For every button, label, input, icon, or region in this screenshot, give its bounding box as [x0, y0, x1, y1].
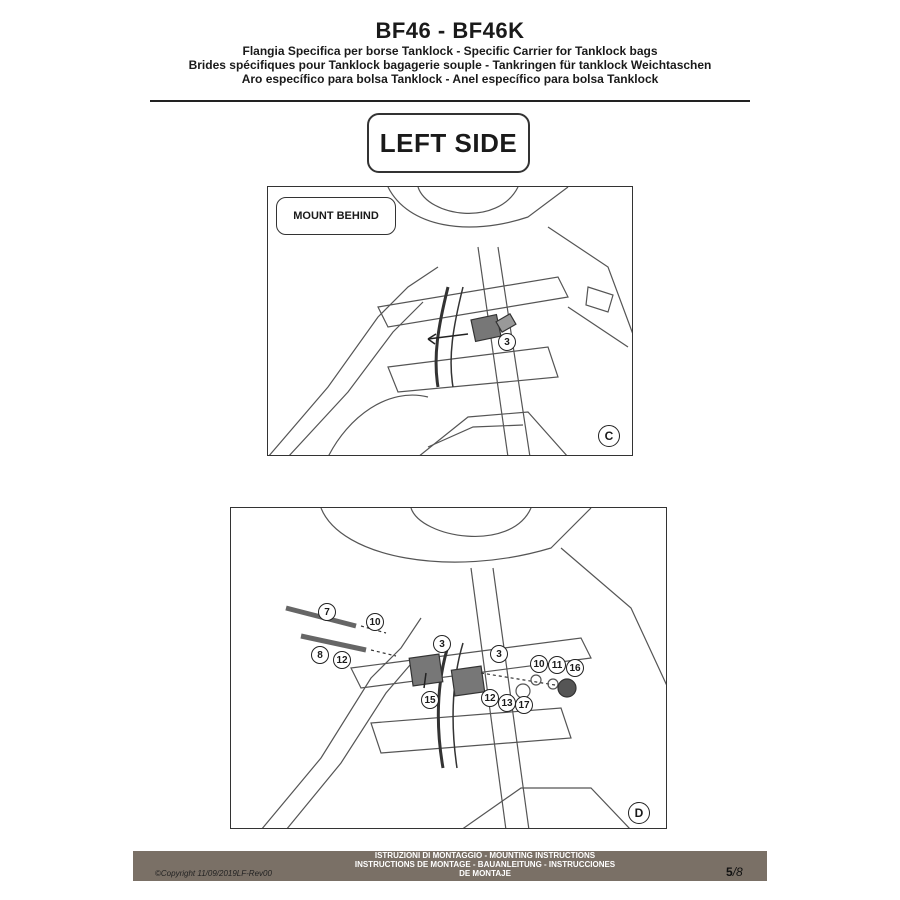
- panel-d-illustration: [230, 507, 667, 829]
- footer-line-2: INSTRUCTIONS DE MONTAGE - BAUANLEITUNG - INSTRUCCIONES: [354, 860, 616, 869]
- part-callout-11: 11: [548, 656, 566, 674]
- product-title: BF46 - BF46K: [375, 18, 525, 43]
- part-callout-16: 16: [566, 659, 584, 677]
- mount-behind-label: MOUNT BEHIND: [276, 197, 396, 235]
- page-number: [726, 865, 743, 879]
- page-current: 5: [726, 865, 733, 879]
- part-callout-12: 12: [333, 651, 351, 669]
- part-callout-10: 10: [366, 613, 384, 631]
- document-header: [0, 18, 900, 86]
- part-callout-7: 7: [318, 603, 336, 621]
- header-line-1: Flangia Specifica per borse Tanklock - Specific Carrier for Tanklock bags: [242, 44, 658, 58]
- header-line-3: Aro específico para bolsa Tanklock - Anel específico para bolsa Tanklock: [241, 72, 659, 86]
- part-callout-3: 3: [433, 635, 451, 653]
- footer-title: [300, 851, 670, 878]
- part-callout-8: 8: [311, 646, 329, 664]
- header-divider: [150, 100, 750, 102]
- panel-letter-c: C: [598, 425, 620, 447]
- panel-c-illustration: [267, 186, 633, 456]
- part-callout-3: 3: [490, 645, 508, 663]
- part-callout-10: 10: [530, 655, 548, 673]
- copyright-text: ©Copyright 11/09/2019LF-Rev00: [155, 869, 272, 878]
- footer-line-1: ISTRUZIONI DI MONTAGGIO - MOUNTING INSTRUCTIONS: [374, 851, 596, 860]
- side-label: LEFT SIDE: [367, 113, 530, 173]
- part-callout-17: 17: [515, 696, 533, 714]
- footer-line-3: DE MONTAJE: [459, 869, 511, 878]
- page-total: /8: [732, 865, 743, 879]
- header-line-2: Brides spécifiques pour Tanklock bagagerie souple - Tankringen für tanklock Weichtaschen: [188, 58, 712, 72]
- part-callout-15: 15: [421, 691, 439, 709]
- part-callout-12: 12: [481, 689, 499, 707]
- panel-d-line-art: [231, 508, 667, 829]
- part-callout-3: 3: [498, 333, 516, 351]
- panel-letter-d: D: [628, 802, 650, 824]
- part-callout-13: 13: [498, 694, 516, 712]
